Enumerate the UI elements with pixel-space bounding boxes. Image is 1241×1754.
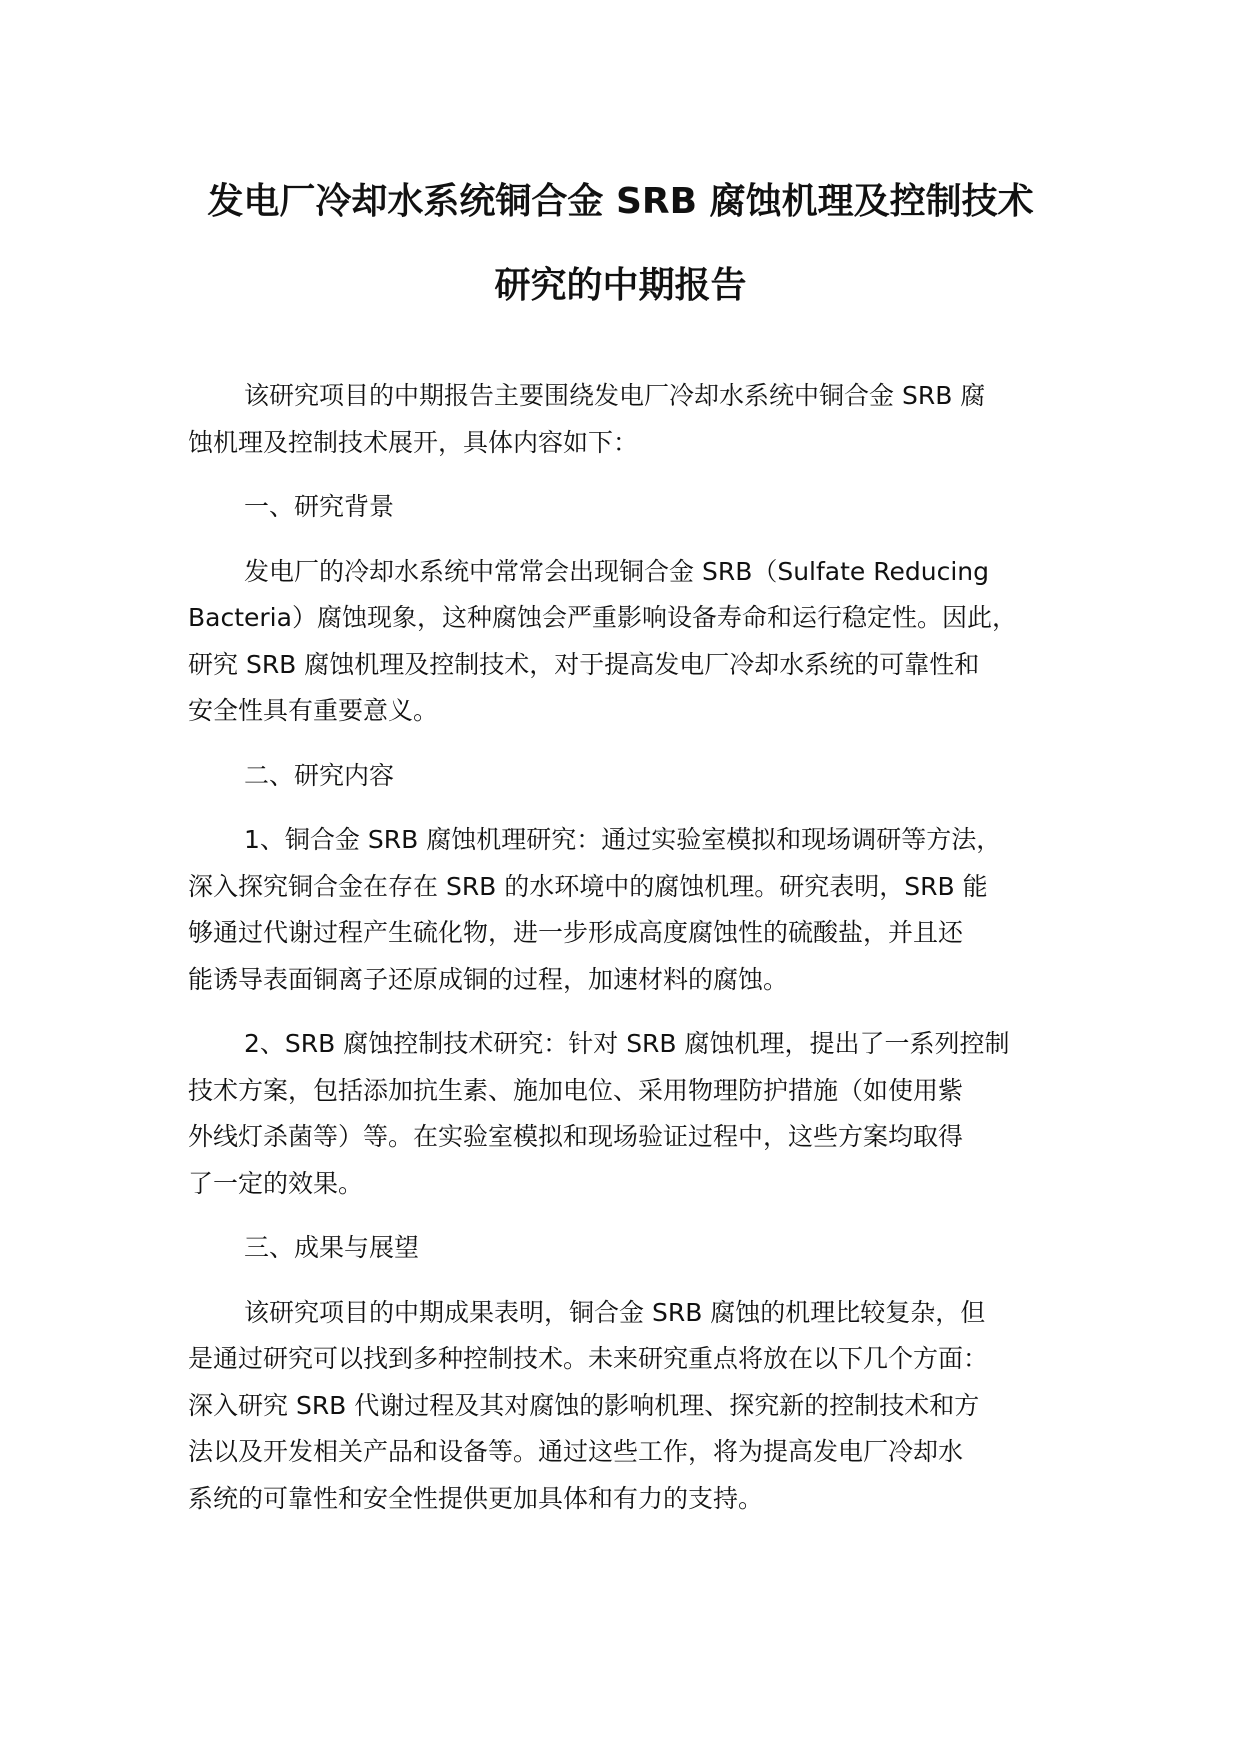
text-line: 法以及开发相关产品和设备等。通过这些工作，将为提高发电厂冷却水	[188, 1437, 964, 1466]
document-body	[188, 373, 1073, 1540]
text-line: 深入研究 SRB 代谢过程及其对腐蚀的影响机理、探究新的控制技术和方	[188, 1390, 980, 1420]
text-line: 够通过代谢过程产生硫化物，进一步形成高度腐蚀性的硫酸盐，并且还	[188, 918, 964, 947]
text-line: Bacteria）腐蚀现象，这种腐蚀会严重影响设备寿命和运行稳定性。因此，	[188, 603, 1017, 632]
text-line: 该研究项目的中期成果表明，铜合金 SRB 腐蚀的机理比较复杂，但	[244, 1297, 986, 1327]
section-heading-content	[188, 753, 1073, 800]
document-title-line-2: 研究的中期报告	[494, 265, 747, 306]
text-line: 二、研究内容	[244, 760, 395, 790]
document-title-line-1: 发电厂冷却水系统铜合金 SRB 腐蚀机理及控制技术	[207, 181, 1034, 222]
section-heading-background	[188, 484, 1073, 531]
text-line: 安全性具有重要意义。	[188, 696, 439, 725]
text-line: 发电厂的冷却水系统中常常会出现铜合金 SRB（Sulfate Reducing	[244, 556, 989, 586]
text-line: 2、SRB 腐蚀控制技术研究：针对 SRB 腐蚀机理，提出了一系列控制	[244, 1029, 1010, 1058]
text-line: 外线灯杀菌等）等。在实验室模拟和现场验证过程中，这些方案均取得	[188, 1122, 964, 1151]
text-line: 技术方案，包括添加抗生素、施加电位、采用物理防护措施（如使用紫	[188, 1075, 964, 1105]
text-line: 是通过研究可以找到多种控制技术。未来研究重点将放在以下几个方面：	[188, 1344, 989, 1373]
text-line: 三、成果与展望	[244, 1233, 420, 1262]
paragraph-mechanism	[188, 817, 1073, 1003]
paragraph-outlook	[188, 1290, 1073, 1523]
paragraph-intro	[188, 373, 1073, 466]
section-heading-results	[188, 1225, 1073, 1272]
text-line: 能诱导表面铜离子还原成铜的过程，加速材料的腐蚀。	[188, 964, 789, 994]
text-line: 该研究项目的中期报告主要围绕发电厂冷却水系统中铜合金 SRB 腐	[244, 381, 986, 410]
paragraph-background	[188, 549, 1073, 735]
text-line: 蚀机理及控制技术展开，具体内容如下：	[188, 427, 639, 457]
text-line: 深入探究铜合金在存在 SRB 的水环境中的腐蚀机理。研究表明，SRB 能	[188, 871, 988, 901]
text-line: 1、铜合金 SRB 腐蚀机理研究：通过实验室模拟和现场调研等方法，	[244, 825, 1002, 854]
text-line: 了一定的效果。	[188, 1168, 364, 1198]
text-line: 系统的可靠性和安全性提供更加具体和有力的支持。	[188, 1483, 764, 1513]
paragraph-control	[188, 1021, 1073, 1207]
text-line: 一、研究背景	[244, 492, 395, 521]
text-line: 研究 SRB 腐蚀机理及控制技术，对于提高发电厂冷却水系统的可靠性和	[188, 649, 980, 679]
